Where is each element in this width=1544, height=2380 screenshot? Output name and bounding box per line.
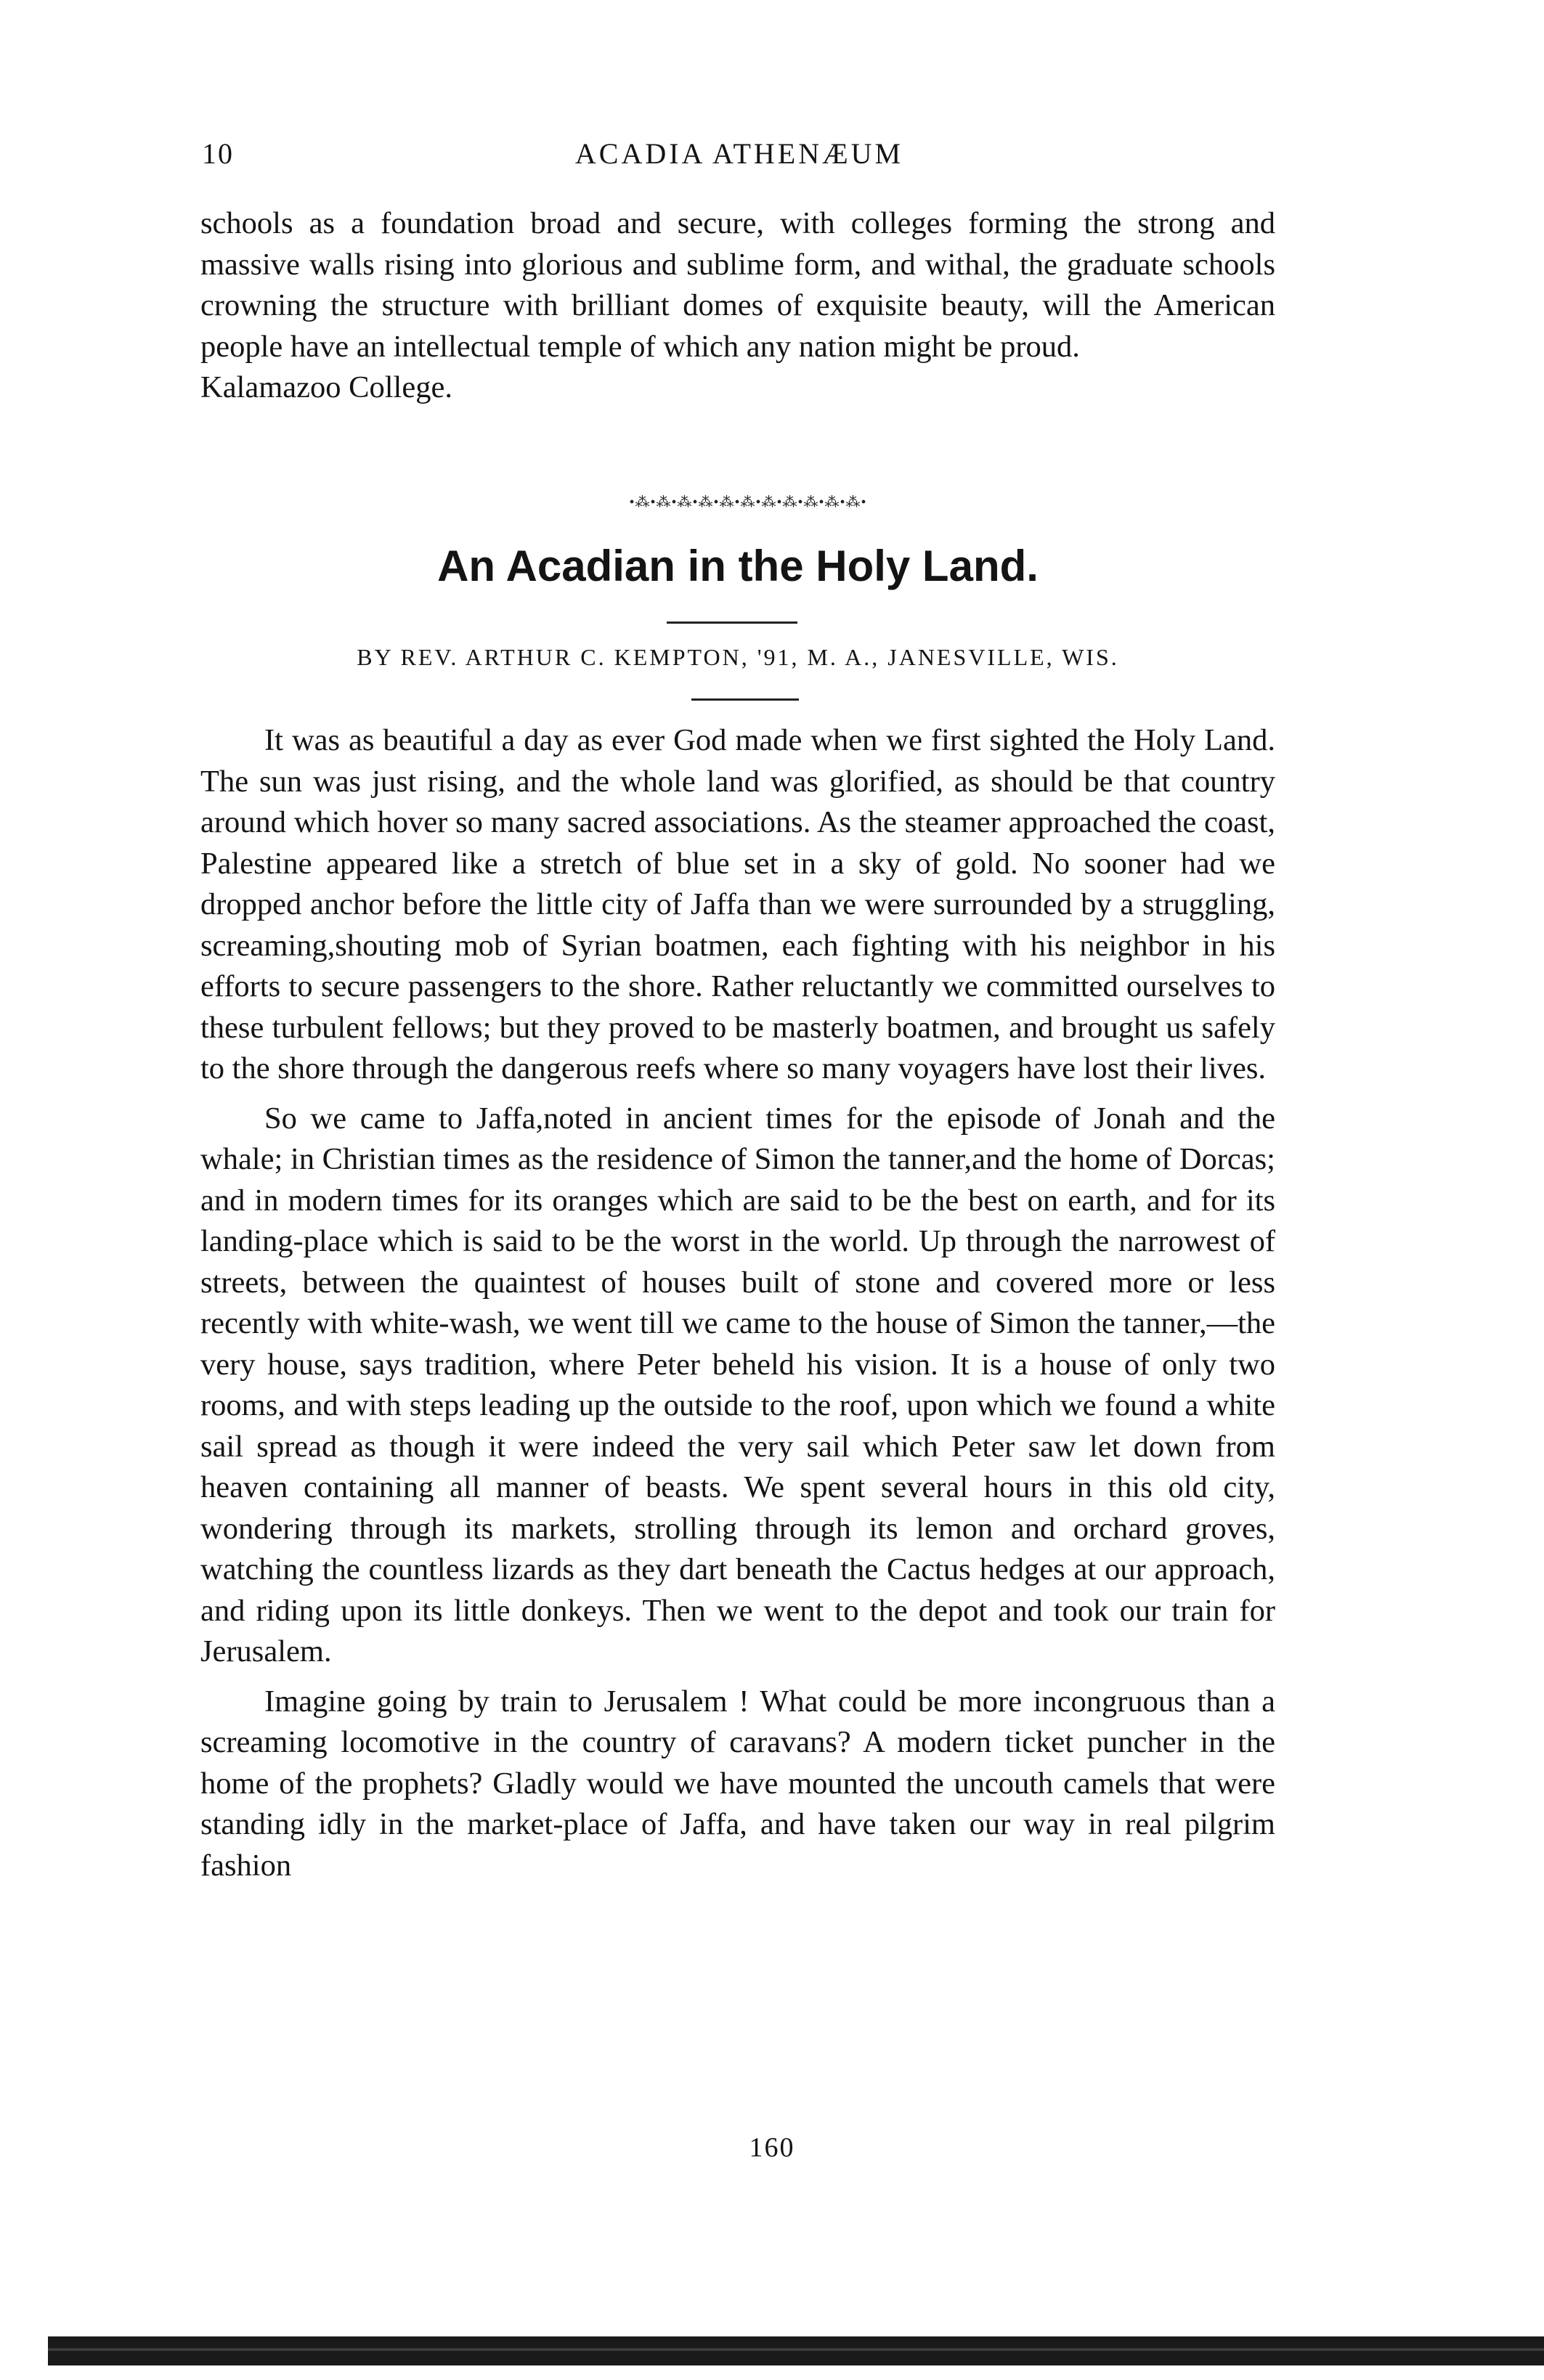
article-paragraph: Imagine going by train to Jerusalem ! What could be more incongruous than a screaming locomotive in the country of caravans? A modern ticket puncher in the home of the prophets? Gladly would we have mounted the uncouth camels that were standing idly in the market-place of Jaffa, and have taken our way in real pilgrim fashion	[200, 1684, 1275, 1883]
previous-article-paragraph: schools as a foundation broad and secure, with colleges forming the strong and massive walls rising into glorious and sublime form, and withal, the graduate schools crowning the structure with brilliant domes of exquisite beauty, will the American people have an intellectual temple of which any nation might be proud.	[200, 206, 1275, 364]
signature-mark: 160	[749, 2132, 795, 2163]
previous-article-signature: Kalamazoo College.	[200, 370, 452, 404]
article-byline: BY REV. ARTHUR C. KEMPTON, '91, M. A., JANESVILLE, WIS.	[357, 644, 1119, 670]
article-body	[200, 720, 1275, 1886]
previous-article-tail	[200, 203, 1275, 409]
running-head	[202, 136, 1277, 180]
byline-rule	[691, 698, 799, 701]
section-ornament: •⁂•⁂•⁂•⁂•⁂•⁂•⁂•⁂•⁂•⁂•⁂•	[629, 494, 867, 510]
journal-title: ACADIA ATHENÆUM	[574, 137, 904, 170]
article-title: An Acadian in the Holy Land.	[437, 542, 1039, 590]
page-number: 10	[202, 137, 234, 170]
scan-edge-bar	[48, 2336, 1544, 2365]
title-rule	[667, 622, 797, 624]
article-paragraph: So we came to Jaffa,noted in ancient times for the episode of Jonah and the whale; in Christian times as the residence of Simon the tanner,and the home of Dorcas; and in modern times for its oranges which are said to be the best on earth, and for its landing-place which is said to be the worst in the world. Up through the narrowest of streets, between the quaintest of houses built of stone and covered more or less recently with white-wash, we went till we came to the house of Simon the tanner,—the very house, says tradition, where Peter beheld his vision. It is a house of only two rooms, and with steps leading up the outside to the roof, upon which we found a white sail spread as though it were indeed the very sail which Peter saw let down from heaven containing all manner of beasts. We spent several hours in this old city, wondering through its markets, strolling through its lemon and orchard groves, watching the countless lizards as they dart beneath the Cactus hedges at our approach, and riding upon its little donkeys. Then we went to the depot and took our train for Jerusalem.	[200, 1101, 1275, 1668]
article-paragraph: It was as beautiful a day as ever God made when we first sighted the Holy Land. The sun was just rising, and the whole land was glorified, as should be that country around which hover so many sacred associations. As the steamer approached the coast, Palestine appeared like a stretch of blue set in a sky of gold. No sooner had we dropped anchor before the little city of Jaffa than we were surrounded by a struggling, screaming,shouting mob of Syrian boatmen, each fighting with his neighbor in his efforts to secure passengers to the shore. Rather reluctantly we committed ourselves to these turbulent fellows; but they proved to be masterly boatmen, and brought us safely to the shore through the dangerous reefs where so many voyagers have lost their lives.	[200, 723, 1275, 1085]
